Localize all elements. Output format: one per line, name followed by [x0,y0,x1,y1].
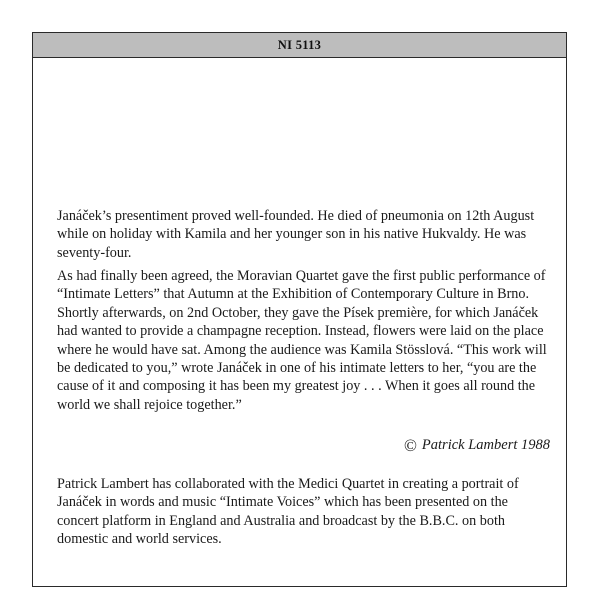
paragraph-text: Janáček’s presentiment proved well-founded. He died of pneumonia on 12th August while on holiday with Kamila and her younger son in his native Hukvaldy. He was seventy-four. [57,208,535,261]
paragraph-author-bio [57,475,547,549]
paragraph-text: As had finally been agreed, the Moravian Quartet gave the first public performance of “Intimate Letters” that Autumn at the Exhibition of Contemporary Culture in Brno. Shortly afterwards, on 2nd October, they gave the Písek première, for which Janáček had wanted to provide a champagne reception. Instead, flowers were laid on the place where he would have sat. Among the audience was Kamila Stösslová. “This work will be dedicated to you,” wrote Janáček in one of his intimate letters to her, “you are the cause of it and composing it has been my greatest joy . . . When it goes all round the world we shall rejoice together.” [57,268,547,413]
paragraph-text: Patrick Lambert has collaborated with the Medici Quartet in creating a portrait of Janáček in words and music “Intimate Voices” which has been presented on the concert platform in England and Australia and broadcast by the B.B.C. on both domestic and world services. [57,476,519,548]
paragraph-death [57,207,547,262]
header-band [33,33,566,58]
catalog-number: NI 5113 [277,37,322,52]
booklet-page-frame [32,32,567,587]
copyright-icon: © [404,436,417,455]
paragraph-premiere [57,267,547,414]
credit-text: Patrick Lambert 1988 [421,437,550,453]
author-credit [404,437,550,454]
